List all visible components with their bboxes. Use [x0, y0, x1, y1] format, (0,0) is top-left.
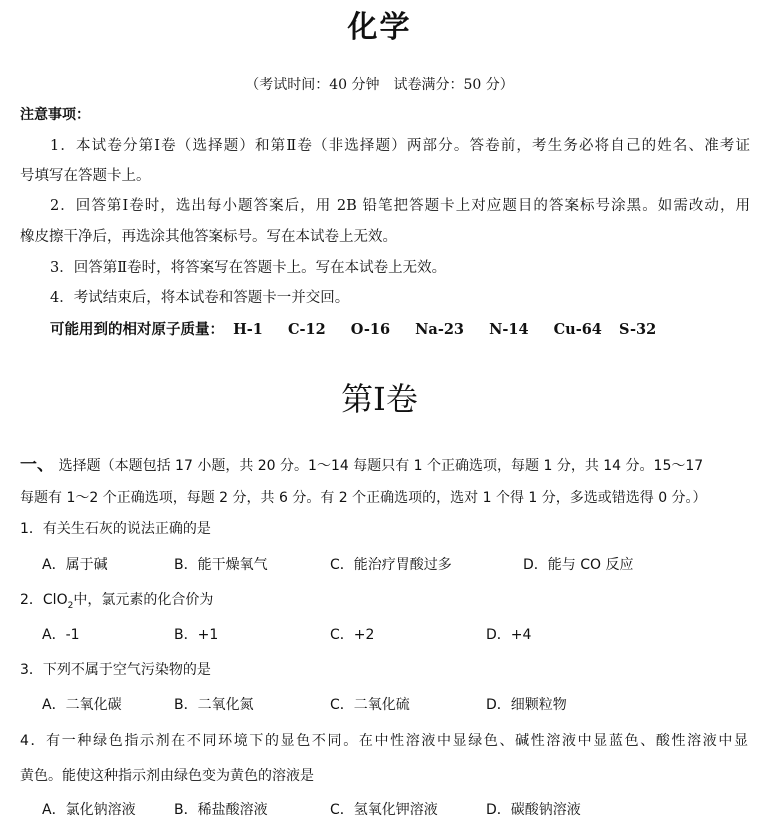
- page-title: 化学: [347, 10, 412, 45]
- question-4-option-b: B．稀盐酸溶液: [174, 802, 268, 818]
- question-3-option-a: A．二氧化碳: [42, 697, 122, 713]
- question-2-option-a: A．-1: [42, 627, 80, 643]
- atomic-mass-item: N-14: [489, 321, 529, 338]
- volume-title: 第Ⅰ卷: [341, 380, 418, 418]
- note-3: 3．回答第Ⅱ卷时，将答案写在答题卡上。写在本试卷上无效。: [50, 260, 447, 276]
- question-1-option-c: C．能治疗胃酸过多: [330, 557, 452, 573]
- atomic-mass-item: Na-23: [415, 321, 465, 338]
- section-heading: [20, 455, 703, 476]
- question-3-option-d: D．细颗粒物: [486, 697, 567, 713]
- question-2-option-d: D．+4: [486, 627, 532, 643]
- atomic-mass-item: C-12: [287, 321, 326, 338]
- question-1-stem: 1．有关生石灰的说法正确的是: [20, 521, 211, 537]
- question-2-option-c: C．+2: [330, 627, 375, 643]
- question-4-option-a: A．氯化钠溶液: [42, 802, 136, 818]
- question-4-option-c: C．氢氧化钾溶液: [330, 802, 438, 818]
- atomic-mass-item: Cu-64: [553, 321, 602, 338]
- atomic-masses: [50, 318, 676, 339]
- question-2-stem: [20, 589, 213, 611]
- question-2-option-b: B．+1: [174, 627, 219, 643]
- question-1-option-b: B．能干燥氧气: [174, 557, 268, 573]
- note-4: 4．考试结束后，将本试卷和答题卡一并交回。: [50, 290, 350, 306]
- question-4-stem-line-1: 4．有一种绿色指示剂在不同环境下的显色不同。在中性溶液中显绿色、碱性溶液中显蓝色、酸性溶液中显: [20, 733, 748, 749]
- question-2-stem-sub: 2: [67, 600, 74, 611]
- atomic-mass-item: H-1: [233, 321, 263, 338]
- section-number: 一、: [20, 455, 54, 475]
- atomic-mass-item: O-16: [350, 321, 391, 338]
- notes-heading: 注意事项：: [20, 107, 90, 123]
- question-3-stem: 3．下列不属于空气污染物的是: [20, 662, 211, 678]
- note-2-line-2: 橡皮擦干净后，再选涂其他答案标号。写在本试卷上无效。: [20, 229, 397, 245]
- question-2-stem-post: 中，氯元素的化合价为: [73, 592, 214, 608]
- note-1-line-2: 号填写在答题卡上。: [20, 168, 151, 184]
- exam-info: （考试时间：40 分钟 试卷满分：50 分）: [245, 77, 514, 93]
- section-desc-line-2: 每题有 1～2 个正确选项，每题 2 分，共 6 分。有 2 个正确选项的，选对 1 个得 1 分，多选或错选得 0 分。）: [20, 490, 707, 506]
- question-3-option-b: B．二氧化氮: [174, 697, 254, 713]
- question-1-option-d: D．能与 CO 反应: [523, 557, 634, 573]
- question-3-option-c: C．二氧化硫: [330, 697, 410, 713]
- question-4-option-d: D．碳酸钠溶液: [486, 802, 581, 818]
- question-2-stem-pre: 2．ClO: [20, 592, 68, 608]
- note-1-line-1: 1．本试卷分第Ⅰ卷（选择题）和第Ⅱ卷（非选择题）两部分。答卷前，考生务必将自己的姓名、准考证: [50, 138, 750, 154]
- section-desc-line-1: 选择题（本题包括 17 小题，共 20 分。1～14 每题只有 1 个正确选项，每题 1 分，共 14 分。15～17: [58, 458, 704, 474]
- atomic-mass-item: S-32: [618, 321, 657, 338]
- note-2-line-1: 2．回答第Ⅰ卷时，选出每小题答案后，用 2B 铅笔把答题卡上对应题目的答案标号涂黑。如需改动，用: [50, 198, 750, 214]
- question-1-option-a: A．属于碱: [42, 557, 108, 573]
- question-4-stem-line-2: 黄色。能使这种指示剂由绿色变为黄色的溶液是: [20, 768, 314, 784]
- atomic-masses-label: 可能用到的相对原子质量：: [50, 321, 224, 338]
